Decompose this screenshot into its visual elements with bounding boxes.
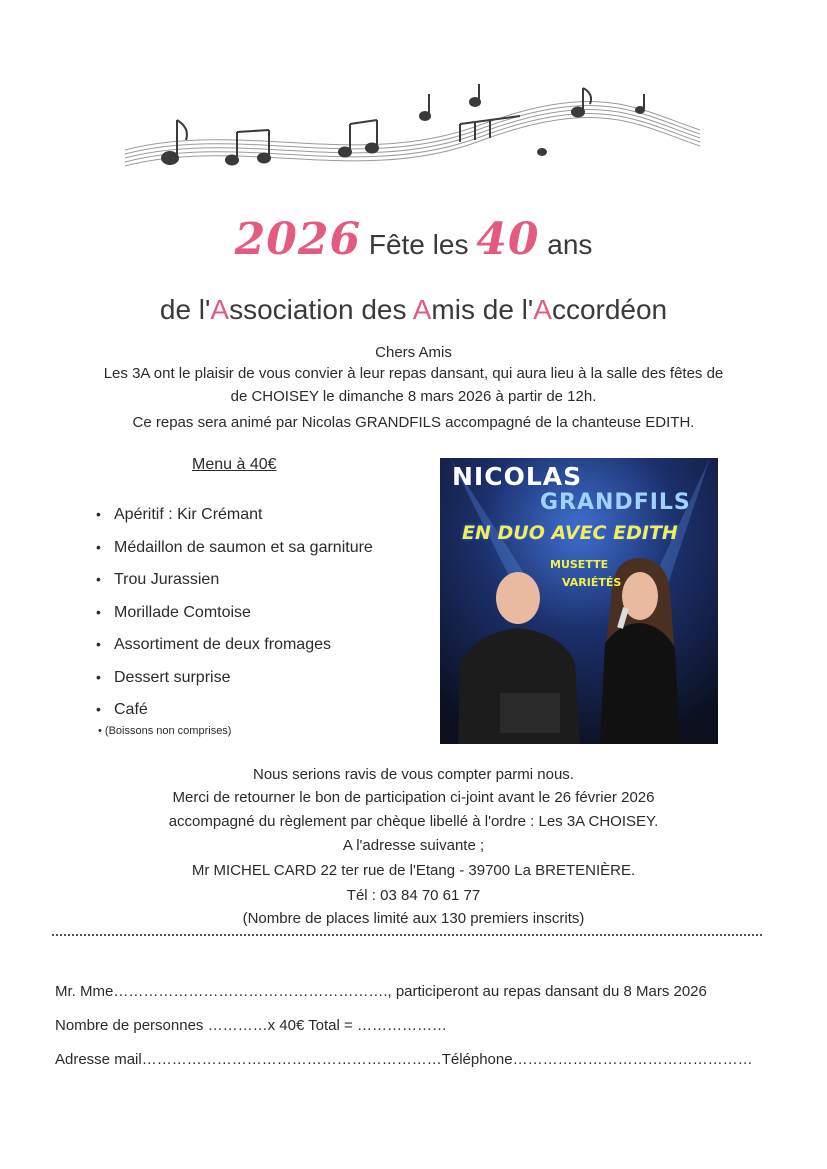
menu-item-label: Médaillon de saumon et sa garniture xyxy=(114,538,373,556)
assoc-initial: A xyxy=(412,294,432,325)
poster-duo: EN DUO AVEC EDITH xyxy=(462,522,678,544)
assoc-part: mis de l' xyxy=(431,294,534,325)
menu-item: • Assortiment de deux fromages xyxy=(96,636,331,653)
drinks-note-label: (Boissons non comprises) xyxy=(104,725,232,737)
drinks-note: • (Boissons non comprises) xyxy=(98,725,232,737)
menu-title: Menu à 40€ xyxy=(192,456,277,473)
closing-limit: (Nombre de places limité aux 130 premiers inscrits) xyxy=(242,910,585,927)
event-title xyxy=(0,214,827,265)
menu-item-label: Dessert surprise xyxy=(114,668,231,686)
assoc-part: ccordéon xyxy=(551,294,668,325)
poster-first-name: NICOLAS xyxy=(452,462,583,491)
intro-line-2: de CHOISEY le dimanche 8 mars 2026 à partir de 12h. xyxy=(230,388,597,405)
menu-list xyxy=(96,498,373,726)
fete-text: Fête les xyxy=(368,229,469,260)
intro-line-3: Ce repas sera animé par Nicolas GRANDFILS accompagné de la chanteuse EDITH. xyxy=(132,414,695,431)
assoc-initial: A xyxy=(533,294,552,325)
anniversary-number: 40 xyxy=(476,214,540,265)
menu-item: • Café xyxy=(96,701,148,718)
artist-poster xyxy=(440,458,718,744)
menu-item-label: Assortiment de deux fromages xyxy=(114,636,331,653)
poster-style-2: VARIÉTÉS xyxy=(562,576,622,589)
menu-item-label: Morillade Comtoise xyxy=(114,603,251,621)
closing-line-3: accompagné du règlement par chèque libellé à l'ordre : Les 3A CHOISEY. xyxy=(168,813,659,830)
menu-item: • Apéritif : Kir Crémant xyxy=(96,506,263,523)
menu-item: • Dessert surprise xyxy=(96,668,231,686)
menu-item: • Trou Jurassien xyxy=(96,571,220,588)
greeting: Chers Amis xyxy=(375,344,452,361)
cut-line xyxy=(52,934,762,936)
music-staff-decoration xyxy=(120,80,705,190)
association-name xyxy=(0,294,827,326)
poster-last-name: GRANDFILS xyxy=(540,490,691,515)
form-name-line[interactable]: Mr. Mme………………………………………………., participeront au repas dansant du 8 Mars 2026 xyxy=(55,983,707,1000)
closing-phone: Tél : 03 84 70 61 77 xyxy=(346,887,481,904)
poster-style-1: MUSETTE xyxy=(550,558,609,571)
assoc-part: ssociation des xyxy=(229,294,413,325)
menu-item-label: Café xyxy=(114,701,148,718)
closing-line-2: Merci de retourner le bon de participation ci-joint avant le 26 février 2026 xyxy=(172,789,655,806)
form-persons-line[interactable]: Nombre de personnes …………x 40€ Total = ……………… xyxy=(55,1017,447,1034)
menu-item-label: Trou Jurassien xyxy=(114,571,220,588)
event-year: 2026 xyxy=(234,214,362,265)
ans-text: ans xyxy=(547,229,593,260)
closing-line-1: Nous serions ravis de vous compter parmi nous. xyxy=(253,766,574,783)
menu-item: • Médaillon de saumon et sa garniture xyxy=(96,538,373,556)
form-contact-line[interactable]: Adresse mail……………………………………………………Téléphone………………………………………… xyxy=(55,1051,753,1068)
intro-line-1: Les 3A ont le plaisir de vous convier à leur repas dansant, qui aura lieu à la salle des fêtes de xyxy=(103,365,724,382)
closing-line-4: A l'adresse suivante ; xyxy=(342,837,485,854)
closing-address: Mr MICHEL CARD 22 ter rue de l'Etang - 39700 La BRETENIÈRE. xyxy=(191,862,636,879)
menu-item-label: Apéritif : Kir Crémant xyxy=(114,506,263,523)
assoc-part: de l' xyxy=(159,294,211,325)
menu-item: • Morillade Comtoise xyxy=(96,603,251,621)
assoc-initial: A xyxy=(210,294,230,325)
